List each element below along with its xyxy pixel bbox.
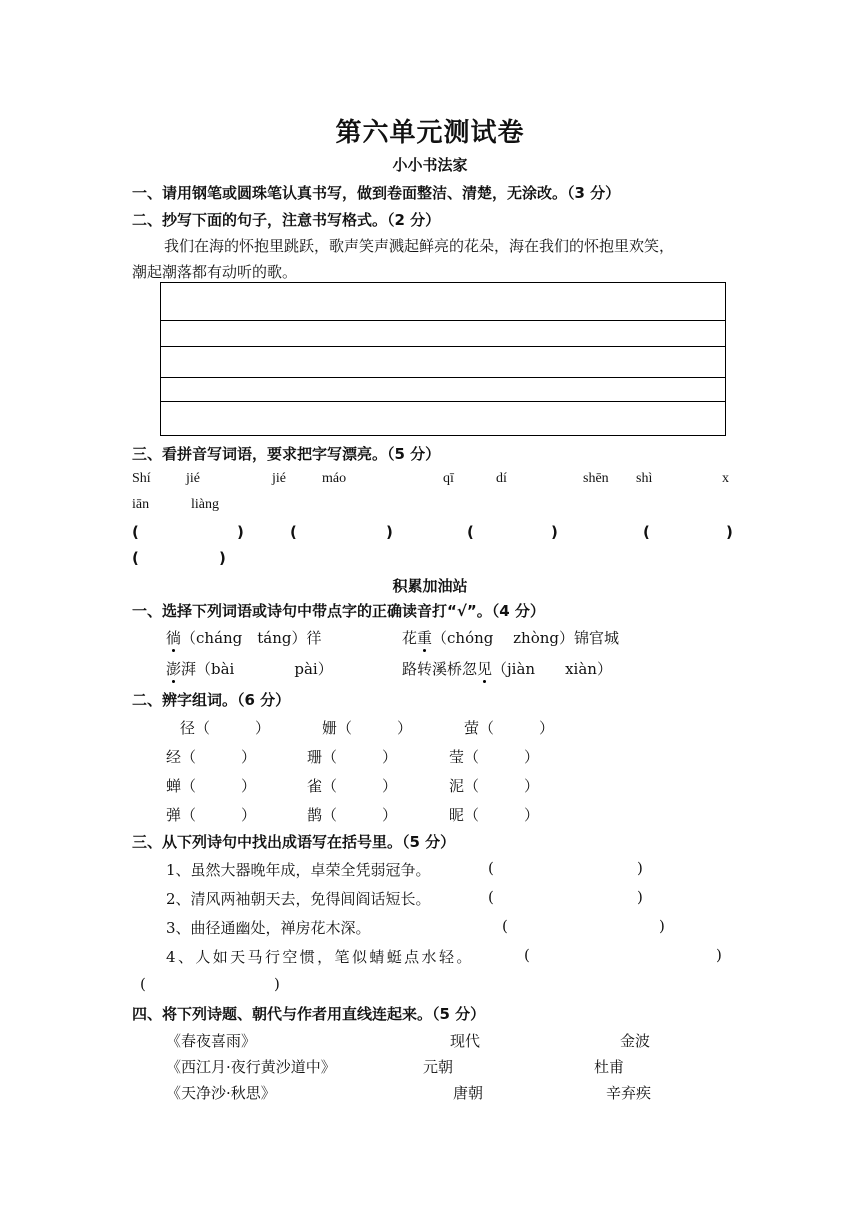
dynasty[interactable]: 现代 xyxy=(450,1032,481,1050)
poem-title[interactable]: 《天净沙·秋思》 xyxy=(166,1084,276,1102)
word-group-item: 萤（ ） xyxy=(464,719,555,737)
author[interactable]: 金波 xyxy=(620,1032,651,1050)
word-group-item: 珊（ ） xyxy=(307,748,398,766)
word-group-item: 昵（ ） xyxy=(449,806,540,824)
word-group-item: 蝉（ ） xyxy=(166,777,257,795)
answer-paren-open: ( xyxy=(488,888,494,906)
pinyin: dí xyxy=(496,471,507,486)
pinyin: shēn xyxy=(583,471,609,486)
pinyin: liàng xyxy=(191,497,219,512)
pinyin: Shí xyxy=(132,471,151,486)
answer-paren-close: ) xyxy=(716,946,722,964)
answer-paren-open: ( xyxy=(132,523,139,541)
pinyin: jié xyxy=(186,471,200,486)
writing-line xyxy=(161,346,725,347)
question-1-2: 二、抄写下面的句子，注意书写格式。（2 分） xyxy=(132,211,441,229)
idiom-item: 2、清风两袖朝天去，免得闾阎话短长。 xyxy=(166,890,431,908)
question-1-1: 一、请用钢笔或圆珠笔认真书写，做到卷面整洁、清楚，无涂改。（3 分） xyxy=(132,184,621,202)
poem-title[interactable]: 《春夜喜雨》 xyxy=(166,1032,257,1050)
word-group-item: 莹（ ） xyxy=(449,748,540,766)
dynasty[interactable]: 元朝 xyxy=(423,1058,454,1076)
writing-line xyxy=(161,320,725,321)
author[interactable]: 辛弃疾 xyxy=(606,1084,652,1102)
writing-line xyxy=(161,401,725,402)
dynasty[interactable]: 唐朝 xyxy=(453,1084,484,1102)
section-title-accumulation: 积累加油站 xyxy=(392,577,468,595)
idiom-item: 3、曲径通幽处，禅房花木深。 xyxy=(166,919,371,937)
question-1-3: 三、看拼音写词语，要求把字写漂亮。（5 分） xyxy=(132,445,441,463)
pinyin: shì xyxy=(636,471,653,486)
word-group-item: 弹（ ） xyxy=(166,806,257,824)
answer-paren-open: ( xyxy=(140,975,146,993)
question-2-2: 二、辨字组词。（6 分） xyxy=(132,691,291,709)
writing-box[interactable] xyxy=(160,282,726,436)
answer-paren-open: ( xyxy=(290,523,297,541)
reading-item: 澎湃（bài pài） xyxy=(166,660,333,678)
word-group-item: 姗（ ） xyxy=(322,719,413,737)
word-group-item: 经（ ） xyxy=(166,748,257,766)
answer-paren-close: ) xyxy=(237,523,244,541)
reading-item: 花重（chóng zhòng）锦官城 xyxy=(402,629,620,647)
author[interactable]: 杜甫 xyxy=(594,1058,625,1076)
answer-paren-close: ) xyxy=(386,523,393,541)
writing-line xyxy=(161,377,725,378)
pinyin: iān xyxy=(132,497,150,512)
answer-paren-open: ( xyxy=(488,859,494,877)
section-title-calligraphy: 小小书法家 xyxy=(392,156,468,174)
answer-paren-open: ( xyxy=(467,523,474,541)
question-2-1: 一、选择下列词语或诗句中带点字的正确读音打“√”。（4 分） xyxy=(132,602,545,620)
pinyin: x xyxy=(722,471,729,486)
answer-paren-close: ) xyxy=(726,523,733,541)
question-2-4: 四、将下列诗题、朝代与作者用直线连起来。（5 分） xyxy=(132,1005,486,1023)
reading-item: 徜（cháng táng）徉 xyxy=(166,629,322,647)
answer-paren-open: ( xyxy=(132,549,139,567)
copy-sentence-line-2: 潮起潮落都有动听的歌。 xyxy=(132,263,298,281)
answer-paren-close: ) xyxy=(659,917,665,935)
answer-paren-open: ( xyxy=(524,946,530,964)
word-group-item: 泥（ ） xyxy=(449,777,540,795)
pinyin: jié xyxy=(272,471,286,486)
question-2-3: 三、从下列诗句中找出成语写在括号里。（5 分） xyxy=(132,833,456,851)
answer-paren-close: ) xyxy=(637,859,643,877)
poem-title[interactable]: 《西江月·夜行黄沙道中》 xyxy=(166,1058,336,1076)
answer-paren-close: ) xyxy=(551,523,558,541)
word-group-item: 鹊（ ） xyxy=(307,806,398,824)
copy-sentence-line-1: 我们在海的怀抱里跳跃，歌声笑声溅起鲜亮的花朵，海在我们的怀抱里欢笑， xyxy=(164,237,675,255)
pinyin: máo xyxy=(322,471,347,486)
answer-paren-open: ( xyxy=(643,523,650,541)
page-title: 第六单元测试卷 xyxy=(335,118,525,148)
answer-paren-open: ( xyxy=(502,917,508,935)
word-group-item: 径（ ） xyxy=(180,719,271,737)
idiom-item: 4、人如天马行空惯，笔似蜻蜓点水轻。 xyxy=(166,948,474,966)
idiom-item: 1、虽然大器晚年成，卓荣全凭弱冠争。 xyxy=(166,861,431,879)
reading-item: 路转溪桥忽见（jiàn xiàn） xyxy=(402,660,612,678)
answer-paren-close: ) xyxy=(637,888,643,906)
answer-paren-close: ) xyxy=(274,975,280,993)
word-group-item: 雀（ ） xyxy=(307,777,398,795)
pinyin: qī xyxy=(443,471,454,486)
answer-paren-close: ) xyxy=(219,549,226,567)
